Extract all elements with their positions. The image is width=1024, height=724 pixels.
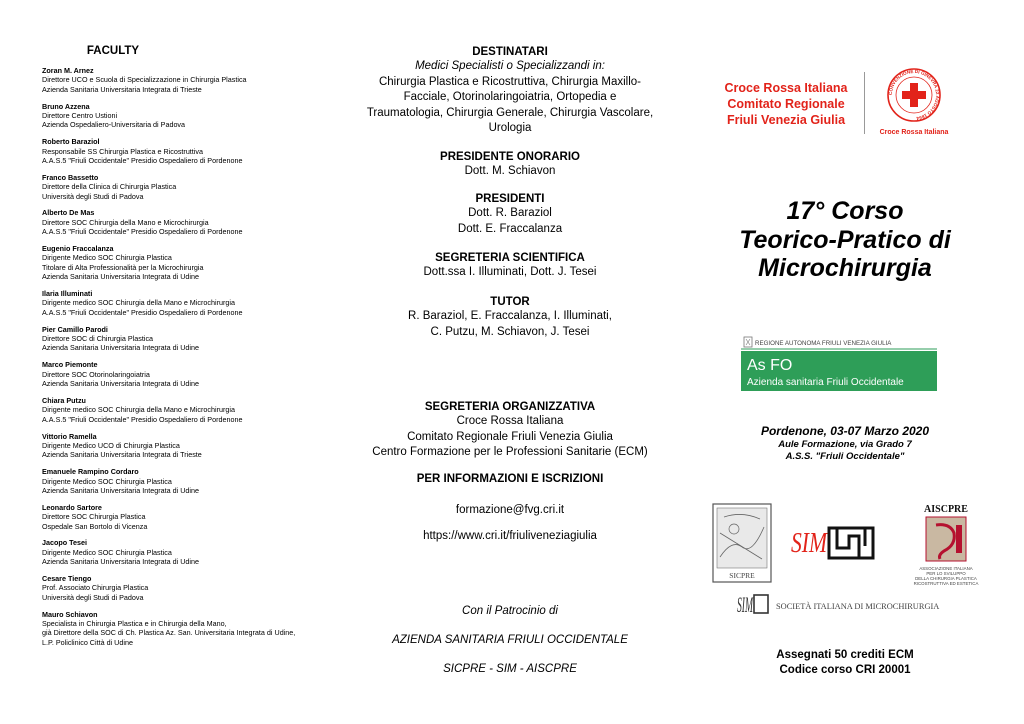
faculty-member-name: Alberto De Mas <box>42 208 95 218</box>
aiscpre-logo <box>906 503 986 595</box>
tutor-names: R. Baraziol, E. Fraccalanza, I. Illuminati, <box>408 310 612 322</box>
patrocinio-asfo: AZIENDA SANITARIA FRIULI OCCIDENTALE <box>392 634 628 646</box>
destinatari-line: Facciale, Otorinolaringoiatria, Ortopedia e <box>403 91 617 104</box>
faculty-member-role: Dirigente Medico SOC Chirurgia Plastica <box>42 476 172 486</box>
faculty-member <box>42 244 342 282</box>
aiscpre-bar <box>956 525 962 553</box>
segreteria-organizzativa-section <box>340 400 680 461</box>
faculty-member-role: A.A.S.5 "Friuli Occidentale" Presidio Ospedaliero di Pordenone <box>42 414 243 424</box>
sim-label: SIM <box>791 528 829 559</box>
venue-date: Pordenone, 03-07 Marzo 2020 <box>760 424 930 438</box>
faculty-member <box>42 137 342 165</box>
faculty-member-role: Direttore UCO e Scuola di Specializzazione in Chirurgia Plastica <box>42 75 247 85</box>
faculty-member <box>42 289 342 317</box>
faculty-member <box>42 396 342 424</box>
destinatari-subtitle: Medici Specialisti o Specializzandi in: <box>415 60 605 72</box>
informazioni-section <box>340 472 680 486</box>
faculty-member-name: Roberto Baraziol <box>42 137 100 147</box>
micro-logo-mark: SIM <box>737 592 754 617</box>
course-line: 17° Corso <box>786 197 904 225</box>
cri-logo-ring-text: CONVENZIONE DI GINEVRA 22 AGOSTO 1864 <box>887 68 941 121</box>
cri-line: Comitato Regionale <box>727 97 845 111</box>
venue-room: Aule Formazione, via Grado 7 <box>778 439 912 450</box>
destinatari-title: DESTINATARI <box>472 46 548 58</box>
faculty-member-role: Azienda Sanitaria Universitaria Integrata di Udine <box>42 343 200 353</box>
faculty-member-role: Dirigente medico SOC Chirurgia della Mano e Microchirurgia <box>42 405 235 415</box>
faculty-member <box>42 208 342 236</box>
tutor-title: TUTOR <box>490 296 530 308</box>
faculty-member <box>42 360 342 388</box>
faculty-member-role: Prof. Associato Chirurgia Plastica <box>42 583 149 593</box>
faculty-member-role: Direttore SOC Otorinolaringoiatria <box>42 369 150 379</box>
faculty-member <box>42 102 342 130</box>
faculty-member-role: Titolare di Alta Professionalità per la Microchirurgia <box>42 262 204 272</box>
destinatari-line: Urologia <box>488 122 532 135</box>
sicpre-logo <box>712 503 772 583</box>
faculty-member-role: Azienda Sanitaria Universitaria Integrata di Trieste <box>42 450 202 460</box>
faculty-member <box>42 66 342 94</box>
faculty-member <box>42 610 342 648</box>
patrocinio-title: Con il Patrocinio di <box>462 605 558 617</box>
faculty-member-role: Dirigente medico SOC Chirurgia della Mano e Microchirurgia <box>42 298 235 308</box>
faculty-member <box>42 325 342 353</box>
asfo-name: As FO <box>747 357 793 374</box>
segreteria-organizzativa-title: SEGRETERIA ORGANIZZATIVA <box>424 401 596 413</box>
faculty-member-name: Eugenio Fraccalanza <box>42 244 114 254</box>
faculty-member-name: Cesare Tiengo <box>42 573 92 583</box>
faculty-member-role: Dirigente Medico SOC Chirurgia Plastica <box>42 547 172 557</box>
faculty-member-role: A.A.S.5 "Friuli Occidentale" Presidio Ospedaliero di Pordenone <box>42 227 243 237</box>
asfo-region: REGIONE AUTONOMA FRIULI VENEZIA GIULIA <box>755 340 892 347</box>
faculty-member <box>42 467 342 495</box>
asfo-logo <box>741 335 937 391</box>
faculty-member-name: Franco Bassetto <box>42 172 99 182</box>
segreteria-scientifica-title: SEGRETERIA SCIENTIFICA <box>435 252 585 264</box>
informazioni-url[interactable]: https://www.cri.it/friuliveneziagiulia <box>423 530 597 542</box>
cri-logo <box>874 66 954 138</box>
faculty-member-name: Vittorio Ramella <box>42 431 97 441</box>
micro-maze-icon <box>754 595 768 613</box>
cri-heading <box>705 80 867 128</box>
presidenti-section <box>340 192 680 237</box>
tutor-names: C. Putzu, M. Schiavon, J. Tesei <box>430 325 590 338</box>
faculty-member-role: Azienda Sanitaria Universitaria Integrata di Udine <box>42 485 200 495</box>
faculty-member-role: Specialista in Chirurgia Plastica e in Chirurgia della Mano, <box>42 618 227 628</box>
faculty-member-name: Leonardo Sartore <box>42 502 102 512</box>
cri-line: Croce Rossa Italiana <box>724 81 848 95</box>
destinatari-line: Chirurgia Plastica e Ricostruttiva, Chirurgia Maxillo- <box>378 75 642 88</box>
aiscpre-caption: PER LO SVILUPPO <box>926 571 966 576</box>
faculty-member-role: Direttore SOC Chirurgia Plastica <box>42 512 146 522</box>
faculty-member-role: Direttore Centro Ustioni <box>42 111 118 121</box>
segreteria-organizzativa-line: Croce Rossa Italiana <box>456 415 564 427</box>
course-title <box>700 197 990 283</box>
tutor-section <box>340 295 680 340</box>
faculty-member-role: già Direttore della SOC di Ch. Plastica Az. San. Universitaria Integrata di Udine, <box>42 628 296 638</box>
faculty-member-name: Pier Camillo Parodi <box>42 324 108 334</box>
faculty-member-role: Azienda Sanitaria Universitaria Integrata di Udine <box>42 557 200 567</box>
presidenti-name: Dott. E. Fraccalanza <box>457 222 563 235</box>
course-line: Teorico-Pratico di <box>739 225 951 254</box>
faculty-member-role: Azienda Ospedaliero-Universitaria di Padova <box>42 120 186 130</box>
faculty-member-role: A.A.S.5 "Friuli Occidentale" Presidio Ospedaliero di Pordenone <box>42 307 243 317</box>
divider <box>864 72 865 134</box>
faculty-member-name: Marco Piemonte <box>42 360 98 370</box>
faculty-member-role: Direttore SOC Chirurgia della Mano e Microchirurgia <box>42 217 209 227</box>
presidente-onorario-name: Dott. M. Schiavon <box>464 165 556 177</box>
faculty-panel <box>0 0 300 724</box>
faculty-member-role: Responsabile SS Chirurgia Plastica e Ricostruttiva <box>42 146 203 156</box>
presidente-onorario-title: PRESIDENTE ONORARIO <box>440 151 580 163</box>
faculty-member-role: Università degli Studi di Padova <box>42 191 144 201</box>
faculty-member-role: L.P. Policlinico Città di Udine <box>42 637 133 647</box>
destinatari-line: Traumatologia, Chirurgia Generale, Chirurgia Vascolare, <box>366 106 654 119</box>
sicpre-label: SICPRE <box>729 571 755 580</box>
faculty-member-name: Mauro Schiavon <box>42 609 98 619</box>
faculty-list <box>42 66 342 655</box>
informazioni-email[interactable]: formazione@fvg.cri.it <box>455 504 565 516</box>
faculty-member <box>42 432 342 460</box>
asfo-subtitle: Azienda sanitaria Friuli Occidentale <box>747 377 904 388</box>
faculty-member-role: Azienda Sanitaria Universitaria Integrata di Udine <box>42 379 200 389</box>
faculty-title: FACULTY <box>86 45 140 57</box>
faculty-member <box>42 503 342 531</box>
cri-line: Friuli Venezia Giulia <box>726 113 846 127</box>
faculty-member <box>42 173 342 201</box>
faculty-member-role: Direttore della Clinica di Chirurgia Plastica <box>42 182 177 192</box>
ecm-info <box>700 648 990 678</box>
faculty-member-role: A.A.S.5 "Friuli Occidentale" Presidio Ospedaliero di Pordenone <box>42 156 243 166</box>
faculty-member-role: Ospedale San Bortolo di Vicenza <box>42 521 148 531</box>
venue-asl: A.S.S. "Friuli Occidentale" <box>785 451 905 462</box>
faculty-member-role: Direttore SOC di Chirurgia Plastica <box>42 334 154 344</box>
aiscpre-label: AISCPRE <box>924 504 968 515</box>
destinatari-section <box>340 45 680 137</box>
ecm-credits: Assegnati 50 crediti ECM <box>776 649 914 661</box>
faculty-member-name: Bruno Azzena <box>42 101 90 111</box>
faculty-member-role: Azienda Sanitaria Universitaria Integrata di Trieste <box>42 84 202 94</box>
course-line: Microchirurgia <box>758 254 932 282</box>
faculty-member <box>42 574 342 602</box>
segreteria-organizzativa-line: Centro Formazione per le Professioni Sanitarie (ECM) <box>372 446 648 459</box>
segreteria-scientifica-section <box>340 251 680 281</box>
faculty-member-name: Zoran M. Arnez <box>42 66 94 75</box>
venue <box>700 424 990 463</box>
cross-horizontal <box>902 91 926 99</box>
faculty-member-name: Jacopo Tesei <box>42 538 88 548</box>
faculty-member-role: Dirigente Medico SOC Chirurgia Plastica <box>42 253 172 263</box>
cri-logo-caption: Croce Rossa Italiana <box>879 129 949 136</box>
sim-maze-icon <box>837 528 865 558</box>
faculty-member <box>42 538 342 566</box>
presidenti-title: PRESIDENTI <box>475 193 545 205</box>
faculty-member-name: Ilaria Illuminati <box>42 289 93 299</box>
informazioni-title: PER INFORMAZIONI E ISCRIZIONI <box>416 473 604 485</box>
micro-logo <box>736 590 940 618</box>
info-panel <box>340 0 680 724</box>
segreteria-scientifica-names: Dott.ssa I. Illuminati, Dott. J. Tesei <box>423 266 597 278</box>
aiscpre-caption: ASSOCIAZIONE ITALIANA <box>919 566 973 571</box>
aiscpre-caption: RICOSTRUTTIVA ED ESTETICA <box>913 581 979 586</box>
sim-logo <box>789 518 877 568</box>
faculty-member-name: Chiara Putzu <box>42 395 86 405</box>
faculty-member-role: Dirigente Medico UCO di Chirurgia Plastica <box>42 440 180 450</box>
faculty-member-role: Università degli Studi di Padova <box>42 592 144 602</box>
aiscpre-caption: DELLA CHIRURGIA PLASTICA <box>915 576 977 581</box>
faculty-member-name: Emanuele Rampino Cordaro <box>42 467 139 477</box>
micro-label: SOCIETÀ ITALIANA DI MICROCHIRURGIA <box>776 602 940 611</box>
presidenti-name: Dott. R. Baraziol <box>468 207 552 219</box>
presidente-onorario-section <box>340 150 680 180</box>
segreteria-organizzativa-line: Comitato Regionale Friuli Venezia Giulia <box>407 430 613 443</box>
ecm-code: Codice corso CRI 20001 <box>779 664 911 676</box>
patrocinio-societies: SICPRE - SIM - AISCPRE <box>443 663 577 675</box>
faculty-member-role: Azienda Sanitaria Universitaria Integrata di Udine <box>42 272 200 282</box>
